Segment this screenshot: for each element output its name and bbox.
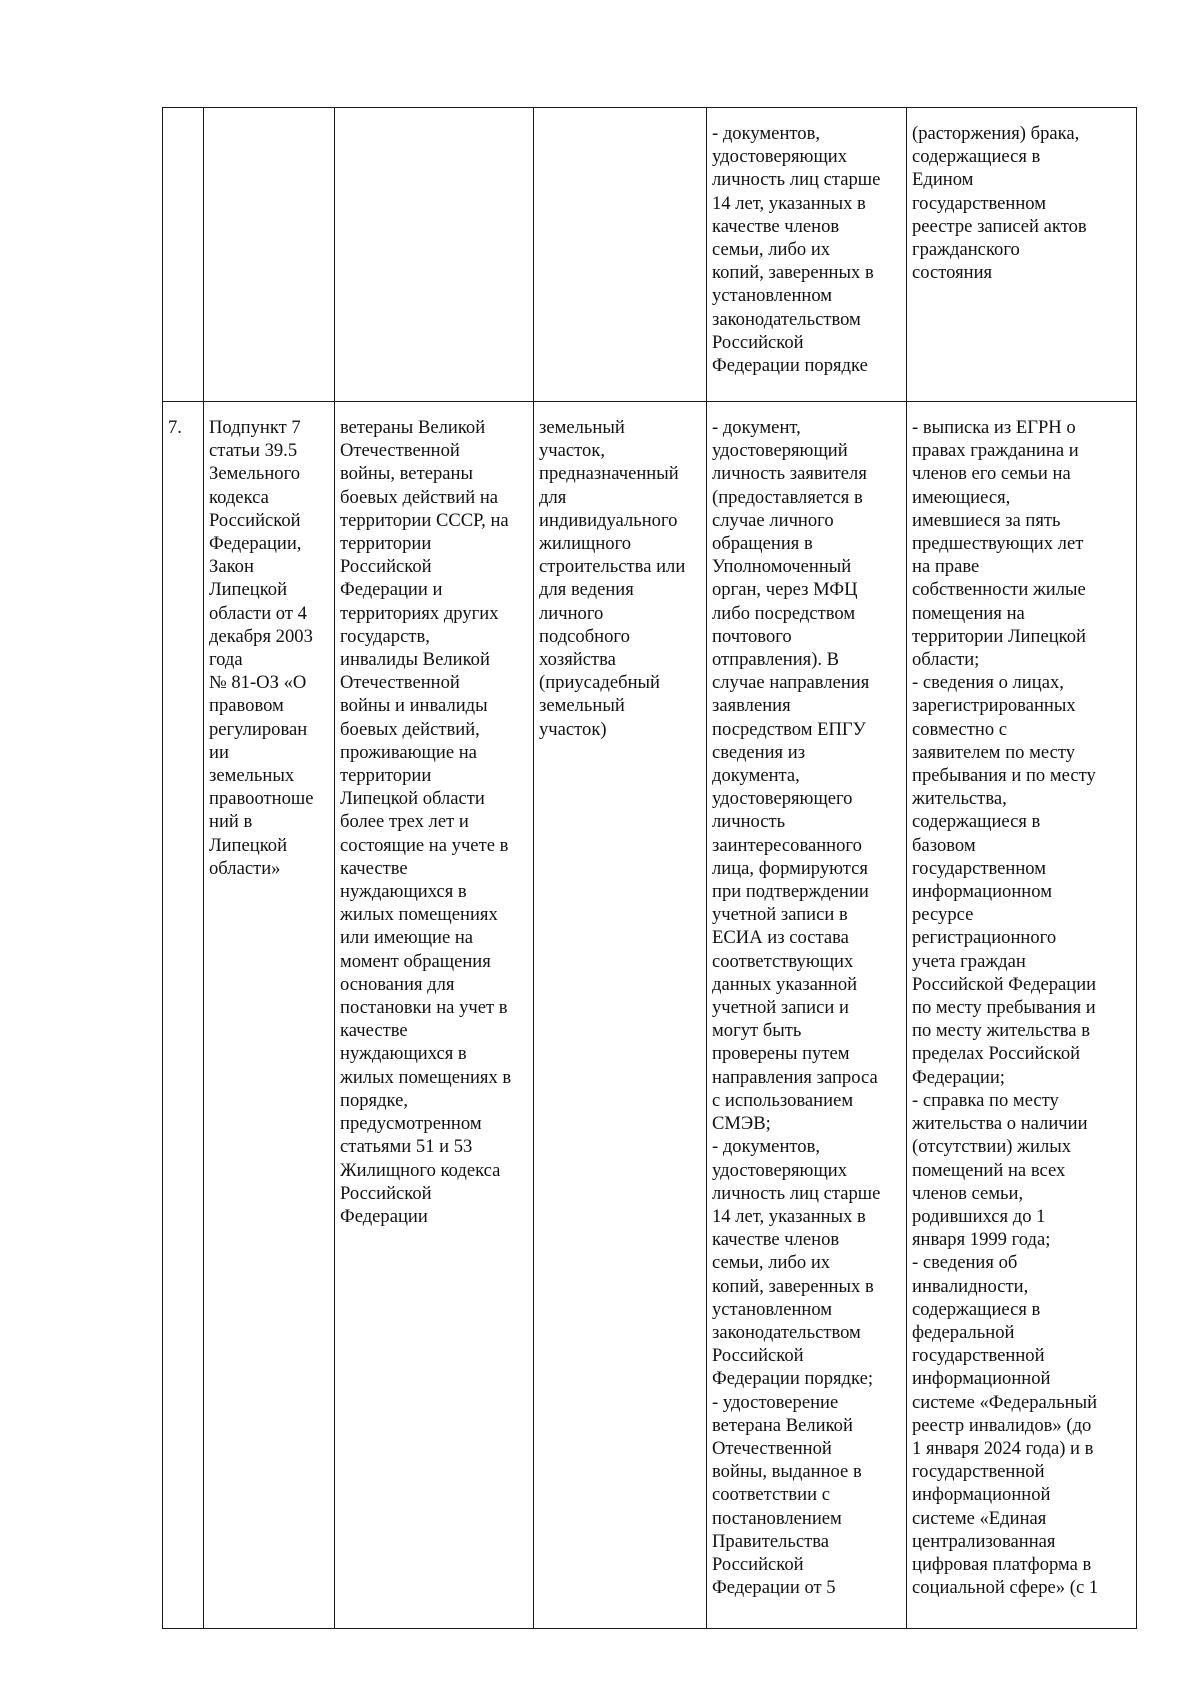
land-plot-cell: земельный участок, предназначенный для индивидуального жилищного строительства или для ведения личного подсобного хозяйства (приусадебный земельный участок) <box>534 402 707 1629</box>
row-number-cell: 7. <box>163 402 204 1629</box>
applicant-documents-cell: - документ, удостоверяющий личность заявителя (предоставляется в случае личного обращения в Уполномоченный орган, через МФЦ либо посредством почтового отправления). В случае направления заявления посредством ЕПГУ сведения из документа, удостоверяющего личность заинтересованного лица, формируются при подтверждении учетной записи в ЕСИА из состава соответствующих данных указанной учетной записи и могут быть проверены путем направления запроса с использованием СМЭВ; - документов, удостоверяющих личность лиц старше 14 лет, указанных в качестве членов семьи, либо их копий, заверенных в установленном законодательством Российской Федерации порядке; - удостоверение ветерана Великой Отечественной войны, выданное в соответствии с постановлением Правительства Российской Федерации от 5 <box>707 402 907 1629</box>
row-number-cell <box>163 108 204 402</box>
legal-basis-cell: Подпункт 7 статьи 39.5 Земельного кодекса Российской Федерации, Закон Липецкой области от 4 декабря 2003 года № 81-ОЗ «О правовом регулирован ии земельных правоотноше ний в Липецкой области» <box>204 402 335 1629</box>
interagency-documents-cell: (расторжения) брака, содержащиеся в Едином государственном реестре записей актов гражданского состояния <box>907 108 1137 402</box>
applicants-cell <box>335 108 534 402</box>
interagency-documents-cell: - выписка из ЕГРН о правах гражданина и членов его семьи на имеющиеся, имевшиеся за пять предшествующих лет на праве собственности жилые помещения на территории Липецкой области; - сведения о лицах, зарегистрированных совместно с заявителем по месту пребывания и по месту жительства, содержащиеся в базовом государственном информационном ресурсе регистрационного учета граждан Российской Федерации по месту пребывания и по месту жительства в пределах Российской Федерации; - справка по месту жительства о наличии (отсутствии) жилых помещений на всех членов семьи, родившихся до 1 января 1999 года; - сведения об инвалидности, содержащиеся в федеральной государственной информационной системе «Федеральный реестр инвалидов» (до 1 января 2024 года) и в государственной информационной системе «Единая централизованная цифровая платформа в социальной сфере» (с 1 <box>907 402 1137 1629</box>
table-row <box>163 108 1137 402</box>
table-row <box>163 402 1137 1629</box>
legal-basis-cell <box>204 108 335 402</box>
services-table <box>162 107 1137 1629</box>
applicant-documents-cell: - документов, удостоверяющих личность лиц старше 14 лет, указанных в качестве членов семьи, либо их копий, заверенных в установленном законодательством Российской Федерации порядке <box>707 108 907 402</box>
applicants-cell: ветераны Великой Отечественной войны, ветераны боевых действий на территории СССР, на территории Российской Федерации и территориях других государств, инвалиды Великой Отечественной войны и инвалиды боевых действий, проживающие на территории Липецкой области более трех лет и состоящие на учете в качестве нуждающихся в жилых помещениях или имеющие на момент обращения основания для постановки на учет в качестве нуждающихся в жилых помещениях в порядке, предусмотренном статьями 51 и 53 Жилищного кодекса Российской Федерации <box>335 402 534 1629</box>
land-plot-cell <box>534 108 707 402</box>
